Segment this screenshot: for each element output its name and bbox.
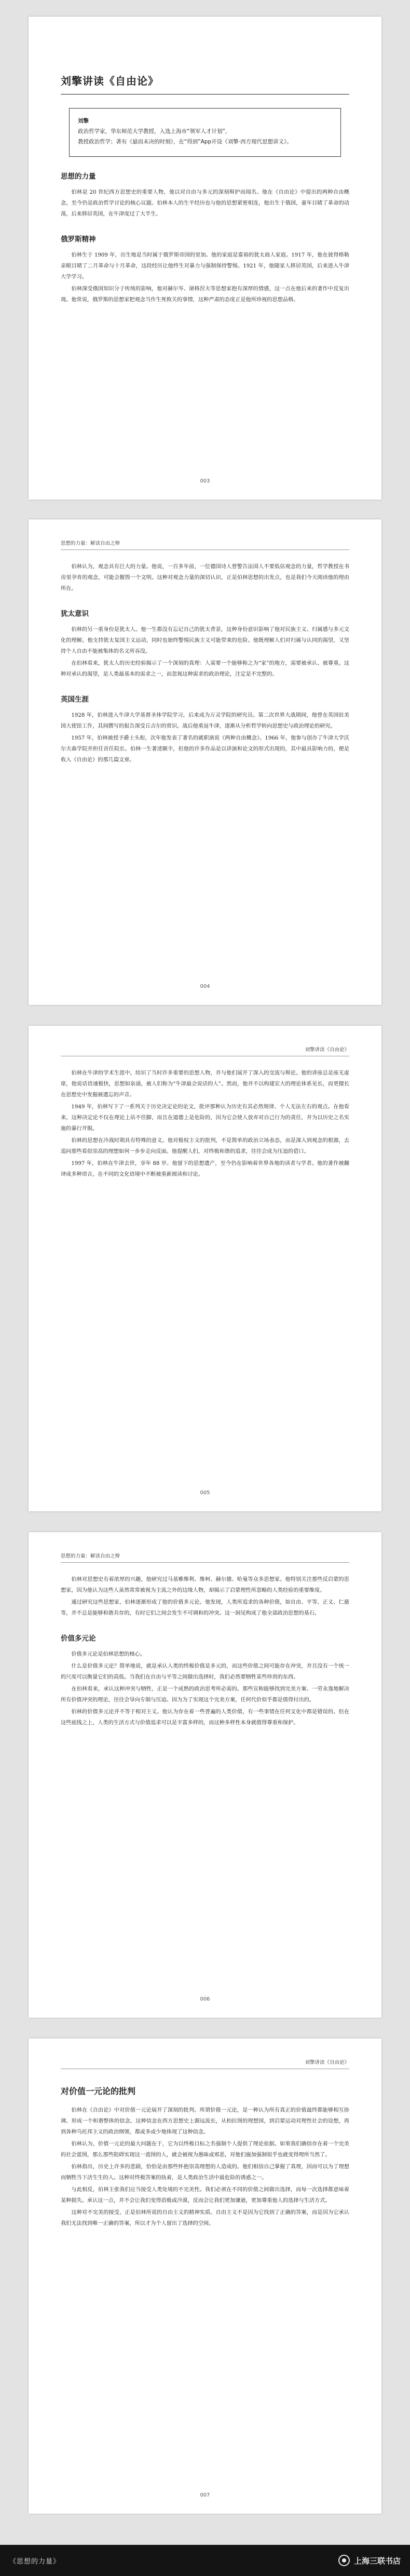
paragraph: 1949 年，伯林写下了一系列关于历史决定论的论文，批评那种认为历史有其必然规律、个人无法左右的观点。在他看来，这种决定论不仅在理论上站不住脚，而且在道德上是危险的，因为它会使人放弃对自己行为的责任，并为以历史之名实施的暴行开脱。 <box>61 1104 349 1132</box>
page-number: 006 <box>200 1996 210 2002</box>
paragraph: 伯林认为，价值一元论的最大问题在于，它为以终极目标之名强制个人提供了理论依据。如果我们确信存在着一个完美的社会蓝图，那么那些阻碍实现这一蓝图的人，就会被视为愚昧或邪恶，对他们施加强制似乎也就变得理所当然了。 <box>61 2141 349 2158</box>
publisher-logo <box>338 2555 401 2566</box>
book-page-5 <box>29 2038 381 2514</box>
section-heading: 俄罗斯精神 <box>61 235 96 244</box>
book-page-1 <box>29 17 381 500</box>
book-page-4 <box>29 1532 381 2018</box>
author-bio-line: 政治哲学家，华东师范大学教授，入选上海市“领军人才计划”， <box>78 128 231 135</box>
paragraph: 伯林的另一重身份是犹太人。他一生都没有忘记自己的犹太背景，这种身份意识影响了他对民族主义、归属感与多元文化的理解。他支持犹太复国主义运动，同时也始终警惕民族主义可能带来的危险。他既理解人们对归属与认同的渴望，又坚持个人自由不能被集体的名义所吞没。 <box>61 627 349 654</box>
publisher-name: 上海三联书店 <box>353 2556 401 2566</box>
running-header: 思想的力量：解读自由之辩 <box>61 539 349 550</box>
book-page-2 <box>29 519 381 1005</box>
title-divider <box>61 94 349 95</box>
paragraph: 伯林对思想史有着浓厚的兴趣，他研究过马基雅维利、维柯、赫尔德、哈曼等众多思想家。他特别关注那些反启蒙的思想家，因为他认为这些人虽然常常被视为主流之外的边缘人物，却揭示了启蒙理性所忽略的人类经验的重要维度。 <box>61 1577 349 1593</box>
running-header: 思想的力量：解读自由之辩 <box>61 1552 349 1563</box>
paragraph: 1957 年，伯林被授予爵士头衔，次年他发表了著名的就职演说《两种自由概念》。1966 年，他参与创办了牛津大学沃尔夫森学院并担任首任院长。伯林一生著述颇丰，但他的许多作品是以讲演和论文的形式出现的，其中最具影响力的，便是收入《自由论》的那几篇文章。 <box>61 735 349 763</box>
publisher-logo-icon <box>338 2555 350 2566</box>
page-number: 007 <box>200 2492 210 2498</box>
paragraph: 价值多元论是伯林思想的核心。 <box>71 1652 146 1657</box>
paragraph: 与此相反，伯林主张我们应当接受人类处境的不完美性。我们必须在不同的价值之间做出选择，而每一次选择都意味着某种损失。承认这一点，并不会让我们变得消极或冷漠，反而会让我们更加谦逊，更加尊重他人的选择与生活方式。 <box>61 2187 349 2204</box>
book-name-label[interactable]: 《思想的力量》 <box>9 2557 61 2566</box>
paragraph: 伯林在《自由论》中对价值一元论展开了深刻的批判。所谓价值一元论，是一种认为所有真正的价值最终都能够相互协调、形成一个和谐整体的信念。这种信念在西方思想史上源远流长，从柏拉图的理想国，到启蒙运动对理性社会的设想，再到各种乌托邦主义的政治纲领，都或多或少地体现了这种信念。 <box>61 2108 349 2135</box>
author-name: 刘擎 <box>78 118 89 124</box>
paragraph: 什么是价值多元论？简单地说，就是承认人类的终极价值是多元的，而这些价值之间可能存在冲突，并且没有一个统一的尺度可以衡量它们的高低。当我们在自由与平等之间做出选择时，我们必然要牺牲某些珍贵的东西。 <box>61 1663 349 1680</box>
author-bio-line: 教授政治哲学；著有《悬而未决的时刻》，在“得到”App开设《刘擎·西方现代思想讲义》。 <box>78 139 292 145</box>
paragraph: 在伯林看来，承认这种冲突与牺牲，正是一个成熟的政治思考所必需的。那些宣称能够找到完美方案、一劳永逸地解决所有价值冲突的理论，往往会导向专制与压迫。因为为了实现这个完美方案，任何代价似乎都是值得付出的。 <box>61 1686 349 1703</box>
paragraph: 伯林生于 1909 年，出生地是当时属于俄罗斯帝国的里加。他的家庭是富裕的犹太商人家庭。1917 年，他在彼得格勒亲眼目睹了二月革命与十月革命，这段经历让他终生对暴力与强制保持警惕。1921 年，他随家人移居英国，后来进入牛津大学学习。 <box>61 252 349 280</box>
section-heading: 思想的力量 <box>61 172 96 181</box>
page-number: 004 <box>200 984 210 989</box>
page-number: 005 <box>200 1490 210 1496</box>
paragraph: 伯林认为，观念具有巨大的力量。他说，一百多年前，一位德国诗人曾警告法国人不要低估观念的力量，哲学教授在书房里孕育的观念，可能会摧毁一个文明。这种对观念力量的深切认识，正是伯林思想的出发点，也是我们今天阅读他的理由所在。 <box>61 564 349 592</box>
section-heading: 价值多元论 <box>61 1634 96 1643</box>
running-header: 刘擎讲读《自由论》 <box>61 1045 349 1056</box>
paragraph: 1928 年，伯林进入牛津大学基督圣体学院学习，后来成为万灵学院的研究员。第二次世界大战期间，他曾在英国驻美国大使馆工作，其间撰写的报告深受丘吉尔的赏识。战后他重返牛津，逐渐从分析哲学转向思想史与政治理论的研究。 <box>61 713 349 729</box>
section-heading: 英国生涯 <box>61 695 89 704</box>
section-heading: 犹太意识 <box>61 610 89 618</box>
paragraph: 伯林深受俄国知识分子传统的影响，他对赫尔岑、屠格涅夫等思想家抱有深厚的情感，这一点在他后来的著作中反复出现。他常说，俄罗斯的思想家把观念当作生死攸关的事情，这种严肃的态度正是他所珍视的思想品格。 <box>61 286 349 303</box>
paragraph: 1997 年，伯林在牛津去世，享年 88 岁。他留下的思想遗产，至今仍在影响着世界各地的读者与学者。他的著作被翻译成多种语言，在不同的文化语境中不断被重新阅读和讨论。 <box>61 1161 349 1177</box>
paragraph: 伯林的价值多元论并不等于相对主义。他认为存在着一些普遍的人类价值，有一些事情在任何文化中都是错误的。但在这些底线之上，人类的生活方式与价值追求可以是丰富多样的，而这种多样性本身就值得尊重和保护。 <box>61 1709 349 1726</box>
page-number: 003 <box>200 478 210 484</box>
paragraph: 在伯林看来，犹太人的历史经验揭示了一个深刻的真理：人需要一个能够称之为“家”的地方，需要被承认、被尊重。这种对承认的渴望，是人类最基本的需求之一，而忽视这种需求的政治理论，注定是不完整的。 <box>61 661 349 677</box>
book-page-3 <box>29 1026 381 1511</box>
running-header: 刘擎讲读《自由论》 <box>61 2058 349 2069</box>
author-bio-box <box>69 108 341 157</box>
paragraph: 伯林指出，历史上许多的悲剧，恰恰是由那些怀抱崇高理想的人造成的。他们相信自己掌握了真理，因而可以为了理想而牺牲当下活生生的人。这种对终极答案的执着，是人类政治生活中最危险的诱惑之一。 <box>61 2164 349 2181</box>
paragraph: 伯林是 20 世纪西方思想史的重要人物，他以对自由与多元的深刻辩护而闻名。他在《自由论》中提出的两种自由概念，至今仍是政治哲学讨论的核心议题。伯林本人的生平经历也与他的思想紧密相连，他出生于俄国，童年目睹了革命的动荡，后来移居英国，在牛津度过了大半生。 <box>61 190 349 217</box>
chapter-heading: 对价值一元论的批判 <box>61 2086 136 2096</box>
paragraph: 这种对不完美的接受，正是伯林所说的自由主义的精神实质。自由主义不是因为它找到了正确的答案，而是因为它承认我们无法找到唯一正确的答案，所以才为个人留出了选择的空间。 <box>61 2210 349 2226</box>
paragraph: 伯林在牛津的学术生涯中，结识了当时许多重要的思想人物，并与他们展开了深入的交流与辩论。他的讲座总是座无虚席，他说话语速极快，思想如泉涌，被人们称为“牛津最会说话的人”。然而，他并不以构建宏大的理论体系见长，而更擅长在思想史中发掘被遗忘的声音。 <box>61 1070 349 1098</box>
paragraph: 伯林的思想在冷战时期具有特殊的意义。他对极权主义的批判，不是简单的政治立场表态，而是深入到观念的根源，去追问那些看似崇高的理想如何一步步走向反面。他提醒人们，对终极和谐的追求，往往会成为压迫的借口。 <box>61 1138 349 1155</box>
page-title: 刘擎讲读《自由论》 <box>61 75 159 87</box>
paragraph: 通过研究这些思想家，伯林逐渐形成了他的价值多元论。他发现，人类所追求的各种价值，如自由、平等、正义、仁慈等，并不总是能够和谐共存的，有时它们之间会发生不可调和的冲突。这一洞见构成了他全部政治思想的基石。 <box>61 1600 349 1616</box>
bottom-toolbar <box>0 2545 410 2576</box>
